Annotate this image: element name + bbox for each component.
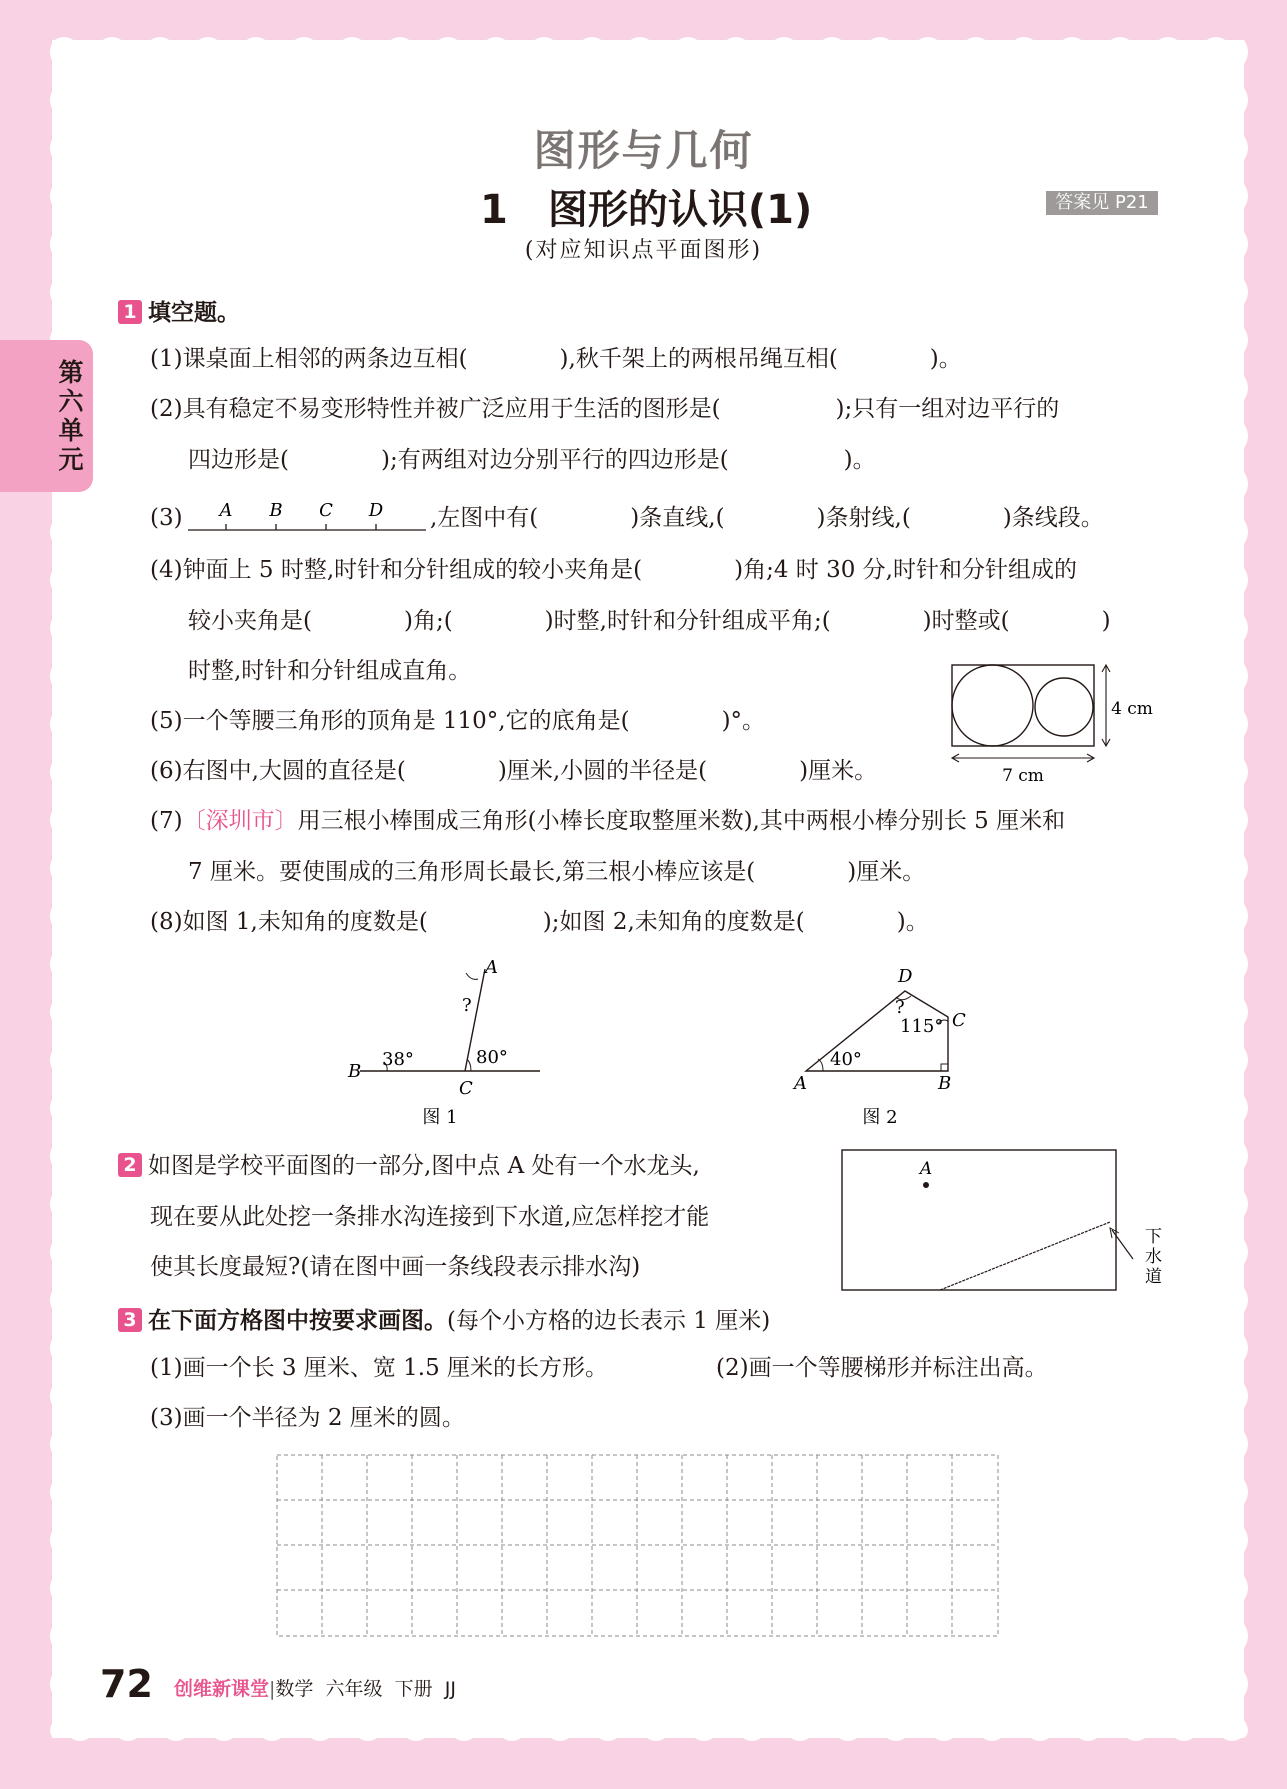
fig2-caption: 图 2 <box>862 1107 898 1128</box>
question-1-7-prefix: (7) <box>150 808 183 834</box>
question-1-1: (1)课桌面上相邻的两条边互相( ),秋千架上的两根吊绳互相( )。 <box>150 346 962 372</box>
question-1-2-line2: 四边形是( );有两组对边分别平行的四边形是( )。 <box>188 447 876 473</box>
section-2-line2: 现在要从此处挖一条排水沟连接到下水道,应怎样挖才能 <box>150 1204 710 1230</box>
answer-reference-badge: 答案见 P21 <box>1046 191 1158 215</box>
point-label-a: A <box>219 500 233 521</box>
drawing-grid[interactable] <box>276 1454 1000 1638</box>
question-1-8: (8)如图 1,未知角的度数是( );如图 2,未知角的度数是( )。 <box>150 909 929 935</box>
point-label-c: C <box>319 500 333 521</box>
question-1-4-line1: (4)钟面上 5 时整,时针和分针组成的较小夹角是( )角;4 时 30 分,时针和分针组成的 <box>150 557 1077 583</box>
lesson-title: 1 图形的认识(1) <box>480 187 813 233</box>
points-on-line-figure <box>186 496 430 534</box>
faucet-point-label: A <box>919 1159 933 1179</box>
point-label-b: B <box>269 500 283 521</box>
fig1-angle-38: 38° <box>382 1049 414 1070</box>
section-1-number: 1 <box>118 300 142 324</box>
footer-subject: 数学 <box>275 1678 314 1700</box>
page-number: 72 <box>100 1662 153 1706</box>
section-3-heading <box>118 1302 770 1336</box>
wave-border-left <box>44 40 64 1738</box>
fig2-label-c: C <box>952 1010 966 1031</box>
figure-1-angle <box>330 955 550 1135</box>
footer-brand: 创维新课堂 <box>174 1678 270 1700</box>
chapter-title: 图形与几何 <box>533 126 754 175</box>
wave-border-right <box>1234 40 1254 1738</box>
question-1-7-text: 用三根小棒围成三角形(小棒长度取整厘米数),其中两根小棒分别长 5 厘米和 <box>297 808 1066 834</box>
question-1-7-line2: 7 厘米。要使围成的三角形周长最长,第三根小棒应该是( )厘米。 <box>188 859 926 885</box>
section-3-number: 3 <box>118 1308 142 1332</box>
school-plan-figure <box>840 1148 1170 1298</box>
height-label: 4 cm <box>1111 699 1153 719</box>
question-3-3: (3)画一个半径为 2 厘米的圆。 <box>150 1405 465 1431</box>
fig1-label-b: B <box>348 1061 362 1082</box>
footer-edition: JJ <box>444 1678 456 1700</box>
question-3-2: (2)画一个等腰梯形并标注出高。 <box>716 1355 1048 1381</box>
unit-side-label: 第六单元 <box>58 358 84 474</box>
footer-term: 下册 <box>394 1678 433 1700</box>
question-1-3-prefix: (3) <box>150 505 183 531</box>
fig1-caption: 图 1 <box>422 1107 458 1128</box>
fig2-label-a: A <box>794 1073 807 1094</box>
fig2-angle-115: 115° <box>900 1016 944 1037</box>
figure-2-quadrilateral <box>780 955 1000 1135</box>
section-3-note: (每个小方格的边长表示 1 厘米) <box>447 1308 771 1334</box>
fig2-label-b: B <box>938 1073 952 1094</box>
section-2-line3: 使其长度最短?(请在图中画一条线段表示排水沟) <box>150 1254 641 1280</box>
question-1-6: (6)右图中,大圆的直径是( )厘米,小圆的半径是( )厘米。 <box>150 758 878 784</box>
question-1-4-line2: 较小夹角是( )角;( )时整,时针和分针组成平角;( )时整或( ) <box>188 608 1111 634</box>
footer-grade: 六年级 <box>325 1678 383 1700</box>
question-1-4-line3: 时整,时针和分针组成直角。 <box>188 658 472 684</box>
question-1-5: (5)一个等腰三角形的顶角是 110°,它的底角是( )°。 <box>150 708 766 734</box>
fig1-label-a: A <box>485 957 498 978</box>
fig1-label-c: C <box>459 1078 473 1099</box>
region-tag: 〔深圳市〕 <box>182 808 298 834</box>
fig1-angle-80: 80° <box>476 1047 508 1068</box>
section-1-heading <box>118 294 240 327</box>
point-label-d: D <box>368 500 384 521</box>
wave-border-bottom <box>52 1726 1244 1750</box>
footer-info: 创维新课堂|数学 六年级 下册 JJ <box>174 1678 456 1700</box>
section-1-title: 填空题。 <box>148 300 240 326</box>
width-label: 7 cm <box>1002 766 1044 786</box>
question-1-7-line1 <box>150 806 1065 836</box>
lesson-note: (对应知识点平面图形) <box>524 238 763 263</box>
wave-border-top <box>52 28 1244 52</box>
question-1-3-text: ,左图中有( )条直线,( )条射线,( )条线段。 <box>430 505 1104 531</box>
fig2-unknown: ? <box>895 997 905 1018</box>
circles-rectangle-figure <box>940 658 1160 788</box>
fig2-label-d: D <box>898 966 913 987</box>
question-1-2-line1: (2)具有稳定不易变形特性并被广泛应用于生活的图形是( );只有一组对边平行的 <box>150 396 1060 422</box>
fig1-unknown: ? <box>462 995 472 1016</box>
question-3-1: (1)画一个长 3 厘米、宽 1.5 厘米的长方形。 <box>150 1355 609 1381</box>
section-2-number: 2 <box>118 1153 142 1177</box>
fig2-angle-40: 40° <box>830 1049 862 1070</box>
section-3-title: 在下面方格图中按要求画图。 <box>148 1308 447 1334</box>
section-2-line1: 2 如图是学校平面图的一部分,图中点 A 处有一个水龙头, <box>118 1151 700 1181</box>
drain-label: 下水道 <box>1145 1227 1162 1287</box>
